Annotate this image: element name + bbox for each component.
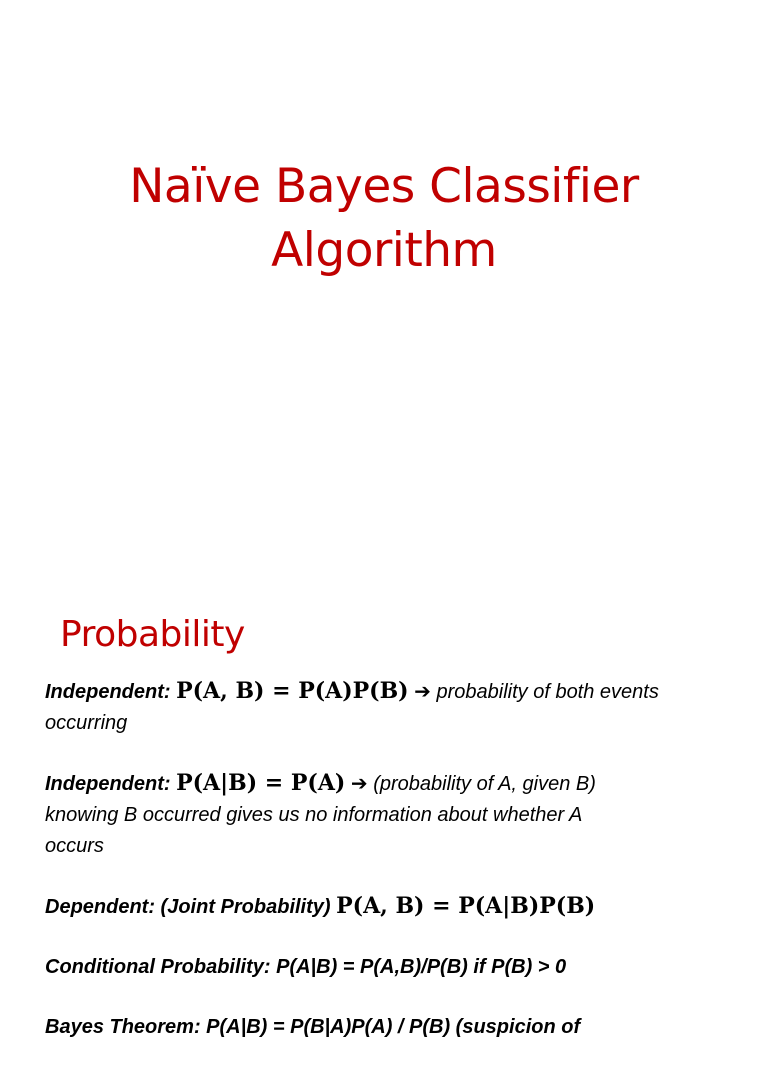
section-title: Probability xyxy=(60,614,245,655)
dependent-paragraph xyxy=(45,891,750,923)
independent-label: Independent: xyxy=(45,681,171,703)
conditional-probability-paragraph xyxy=(45,952,750,983)
joint-formula: P(A, B) = P(A)P(B) xyxy=(176,678,409,704)
conditional-formula: P(A|B) = P(A) xyxy=(176,770,346,796)
independent-description: probability of both events xyxy=(436,681,659,703)
arrow-icon: ➔ xyxy=(414,679,431,703)
dependent-formula: P(A, B) = P(A|B)P(B) xyxy=(336,893,596,919)
slide-title-line-1: Naïve Bayes Classifier xyxy=(129,159,639,214)
conditional-description: (probability of A, given B) xyxy=(373,773,596,795)
independent-label: Independent: xyxy=(45,773,171,795)
probability-content xyxy=(45,676,750,1072)
independent-joint-paragraph xyxy=(45,676,750,739)
bayes-theorem-text: Bayes Theorem: P(A|B) = P(B|A)P(A) / P(B) (suspicion of xyxy=(45,1016,581,1038)
slide-title-line-2: Algorithm xyxy=(271,223,497,278)
independent-conditional-paragraph xyxy=(45,768,750,862)
conditional-description-cont: knowing B occurred gives us no information about whether A xyxy=(45,804,583,826)
conditional-description-end: occurs xyxy=(45,835,104,857)
conditional-probability-text: Conditional Probability: P(A|B) = P(A,B)/P(B) if P(B) > 0 xyxy=(45,956,567,978)
bayes-theorem-paragraph xyxy=(45,1012,750,1043)
paragraph-line xyxy=(45,768,750,800)
dependent-label: Dependent: (Joint Probability) xyxy=(45,896,331,918)
independent-description-cont: occurring xyxy=(45,712,128,734)
paragraph-line xyxy=(45,676,750,708)
arrow-icon: ➔ xyxy=(350,771,368,795)
slide-title xyxy=(0,155,768,283)
paragraph-line xyxy=(45,891,750,923)
